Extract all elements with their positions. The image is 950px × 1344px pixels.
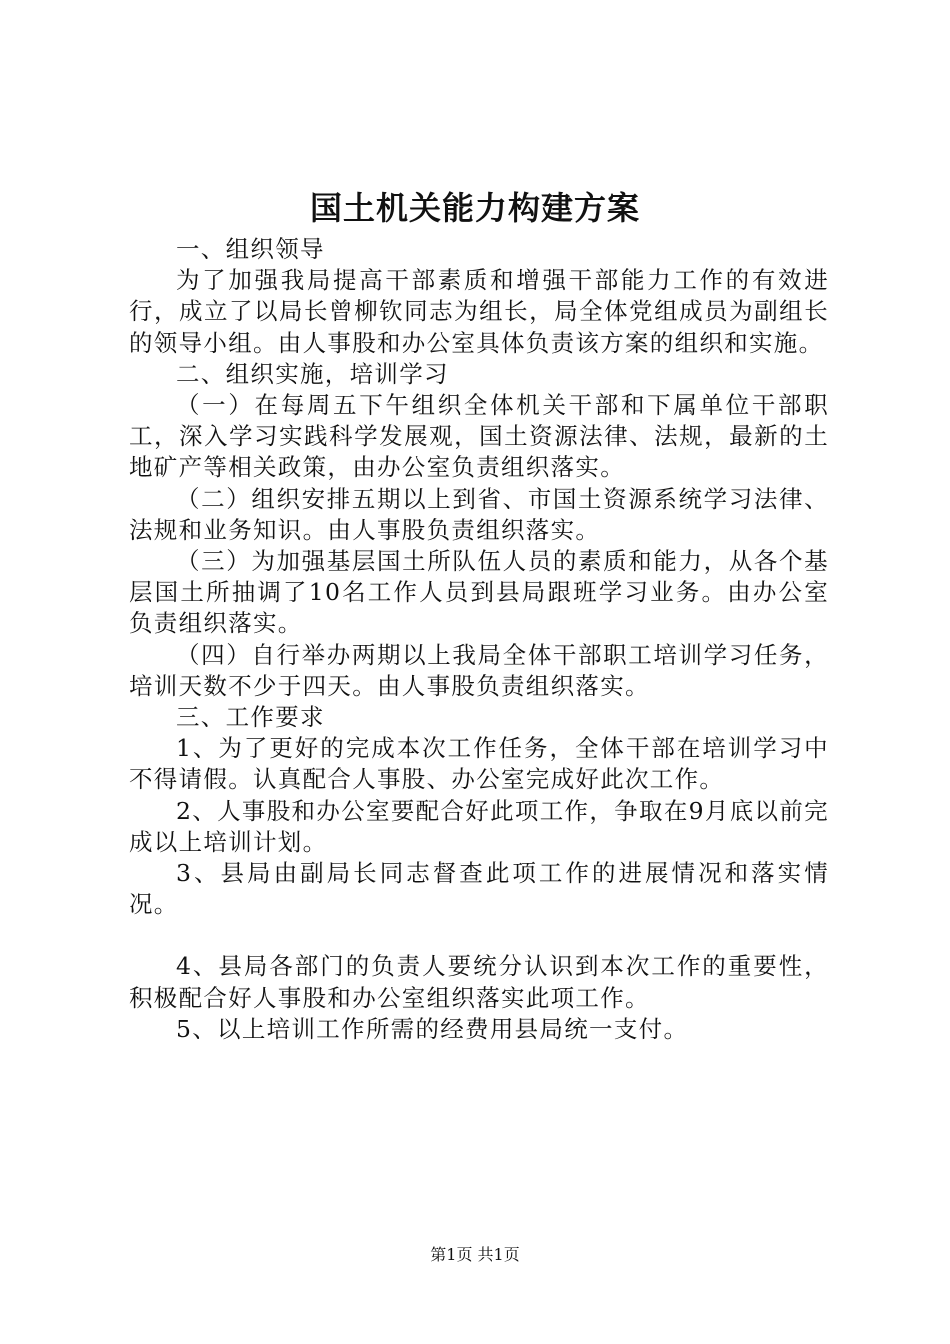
requirement-item: 2、人事股和办公室要配合好此项工作，争取在9月底以前完成以上培训计划。 <box>129 796 829 856</box>
paragraph: 为了加强我局提高干部素质和增强干部能力工作的有效进行，成立了以局长曾柳钦同志为组长，局全体党组成员为副组长的领导小组。由人事股和办公室具体负责该方案的组织和实施。 <box>129 266 829 357</box>
requirement-item: 5、以上培训工作所需的经费用县局统一支付。 <box>176 1014 689 1043</box>
requirement-item: 4、县局各部门的负责人要统分认识到本次工作的重要性，积极配合好人事股和办公室组织落实此项工作。 <box>129 952 829 1012</box>
requirement-item: 3、县局由副局长同志督查此项工作的进展情况和落实情况。 <box>129 859 829 919</box>
paragraph: （四）自行举办两期以上我局全体干部职工培训学习任务，培训天数不少于四天。由人事股负责组织落实。 <box>129 640 829 700</box>
requirement-item: 1、为了更好的完成本次工作任务，全体干部在培训学习中不得请假。认真配合人事股、办公室完成好此次工作。 <box>129 734 829 794</box>
section-heading-3: 三、工作要求 <box>176 703 325 732</box>
paragraph: （二）组织安排五期以上到省、市国土资源系统学习法律、法规和业务知识。由人事股负责组织落实。 <box>129 484 829 544</box>
paragraph: （三）为加强基层国土所队伍人员的素质和能力，从各个基层国土所抽调了10名工作人员到县局跟班学习业务。由办公室负责组织落实。 <box>129 547 829 638</box>
paragraph: （一）在每周五下午组织全体机关干部和下属单位干部职工，深入学习实践科学发展观，国土资源法律、法规，最新的土地矿产等相关政策，由办公室负责组织落实。 <box>129 391 829 482</box>
section-heading-2: 二、组织实施，培训学习 <box>176 359 449 388</box>
document-body <box>129 234 829 1045</box>
page-footer: 第1页 共1页 <box>430 1245 520 1264</box>
document-title: 国土机关能力构建方案 <box>309 189 640 227</box>
section-heading-1: 一、组织领导 <box>176 235 325 263</box>
